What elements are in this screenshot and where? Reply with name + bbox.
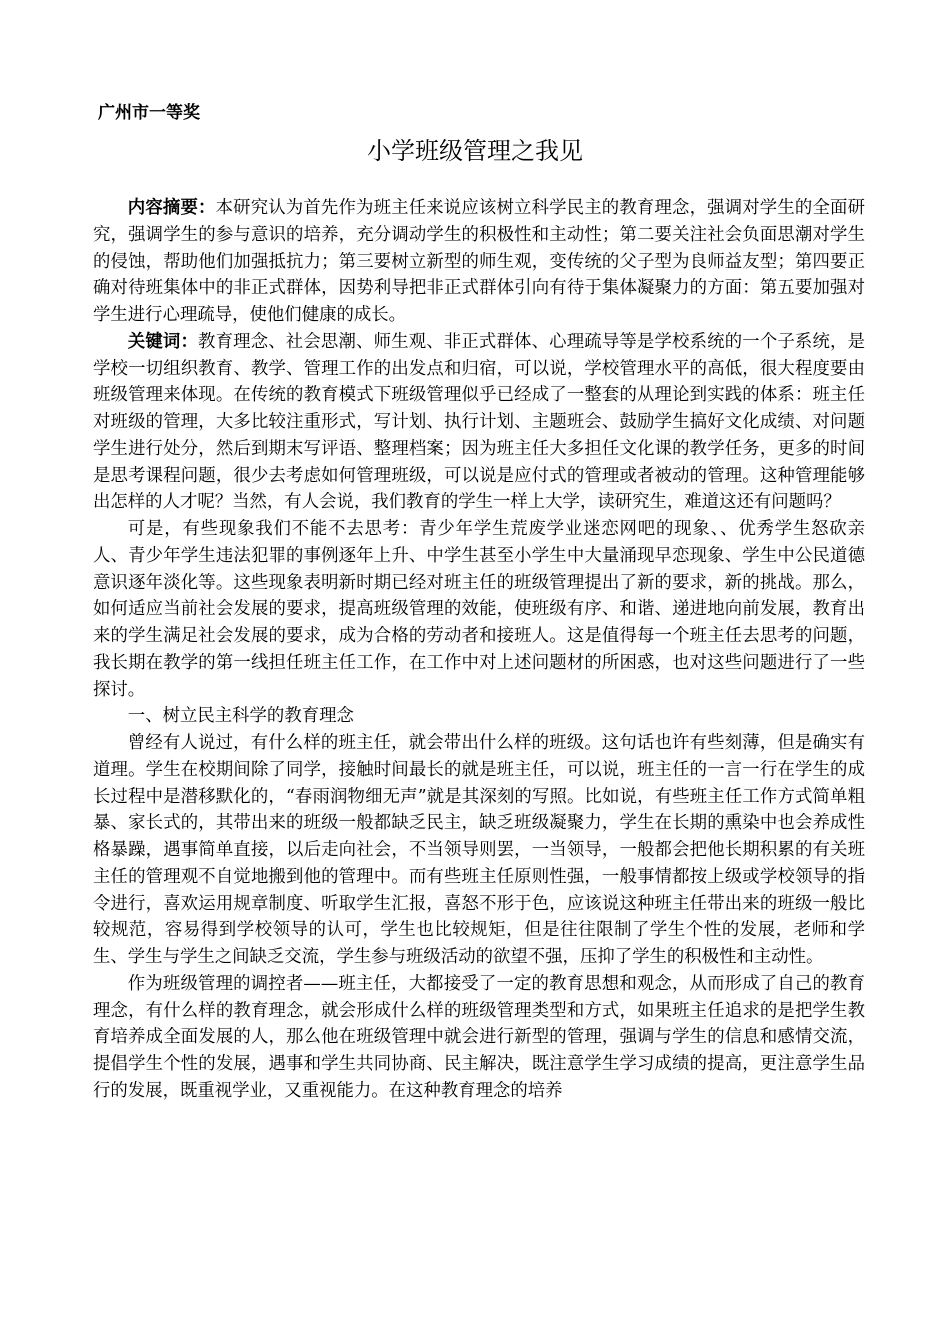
keywords-text: 教育理念、社会思潮、师生观、非正式群体、心理疏导等是学校系统的一个子系统，是学校一切组织教育、教学、管理工作的出发点和归宿，可以说，学校管理水平的高低，很大程度要由班级管理来体现。在传统的教育模式下班级管理似乎已经成了一整套的从理论到实践的体系：班主任对班级的管理，大多比较注重形式，写计划、执行计划、主题班会、鼓励学生搞好文化成绩、对问题学生进行处分，然后到期末写评语、整理档案；因为班主任大多担任文化课的教学任务，更多的时间是思考课程问题，很少去考虑如何管理班级，可以说是应付式的管理或者被动的管理。这种管理能够出怎样的人才呢？当然，有人会说，我们教育的学生一样上大学，读研究生，难道这还有问题吗？ xyxy=(93,331,865,513)
abstract-text: 本研究认为首先作为班主任来说应该树立科学民主的教育理念，强调对学生的全面研究，强调学生的参与意识的培养，充分调动学生的积极性和主动性；第二要关注社会负面思潮对学生的侵蚀，帮助他们加强抵抗力；第三要树立新型的师生观，变传统的父子型为良师益友型；第四要正确对待班集体中的非正式群体，因势利导把非正式群体引向有待于集体凝聚力的方面：第五要加强对学生进行心理疏导，使他们健康的成长。 xyxy=(93,198,865,325)
keywords-label: 关键词： xyxy=(127,331,199,352)
section-heading: 一、树立民主科学的教育理念 xyxy=(127,706,354,727)
document-body xyxy=(93,195,865,1105)
body-paragraph: 可是，有些现象我们不能不去思考：青少年学生荒废学业迷恋网吧的现象、、优秀学生怒砍亲人、青少年学生违法犯罪的事例逐年上升、中学生甚至小学生中大量涌现早恋现象、学生中公民道德意识逐年淡化等。这些现象表明新时期已经对班主任的班级管理提出了新的要求，新的挑战。那么，如何适应当前社会发展的要求，提高班级管理的效能，使班级有序、和谐、递进地向前发展，教育出来的学生满足社会发展的要求，成为合格的劳动者和接班人。这是值得每一个班主任去思考的问题，我长期在教学的第一线担任班主任工作，在工作中对上述问题材的所困惑，也对这些问题进行了一些探讨。 xyxy=(93,519,865,700)
award-label: 广州市一等奖 xyxy=(98,103,200,123)
body-paragraph: 作为班级管理的调控者——班主任，大都接受了一定的教育思想和观念，从而形成了自己的教育理念，有什么样的教育理念，就会形成什么样的班级管理类型和方式，如果班主任追求的是把学生教育培养成全面发展的人，那么他在班级管理中就会进行新型的管理，强调与学生的信息和感情交流，提倡学生个性的发展，遇事和学生共同协商、民主解决，既注意学生学习成绩的提高，更注意学生品行的发展，既重视学业，又重视能力。在这种教育理念的培养 xyxy=(93,973,865,1101)
keywords-paragraph xyxy=(93,329,865,516)
abstract-paragraph xyxy=(93,195,865,329)
document-title: 小学班级管理之我见 xyxy=(367,137,583,165)
abstract-label: 内容摘要： xyxy=(127,198,216,218)
body-paragraph: 曾经有人说过，有什么样的班主任，就会带出什么样的班级。这句话也许有些刻薄，但是确实有道理。学生在校期间除了同学，接触时间最长的就是班主任，可以说，班主任的一言一行在学生的成长过程中是潜移默化的，“春雨润物细无声”就是其深刻的写照。比如说，有些班主任工作方式简单粗暴、家长式的，其带出来的班级一般都缺乏民主，缺乏班级凝聚力，学生在长期的熏染中也会养成性格暴躁，遇事简单直接，以后走向社会，不当领导则罢，一当领导，一般都会把他长期积累的有关班主任的管理观不自觉地搬到他的管理中。而有些班主任原则性强，一般事情都按上级或学校领导的指令进行，喜欢运用规章制度、听取学生汇报，喜怒不形于色，应该说这种班主任带出来的班级一般比较规范，容易得到学校领导的认可，学生也比较规矩，但是往往限制了学生个性的发展，老师和学生、学生与学生之间缺乏交流，学生参与班级活动的欲望不强，压抑了学生的积极性和主动性。 xyxy=(93,733,865,967)
